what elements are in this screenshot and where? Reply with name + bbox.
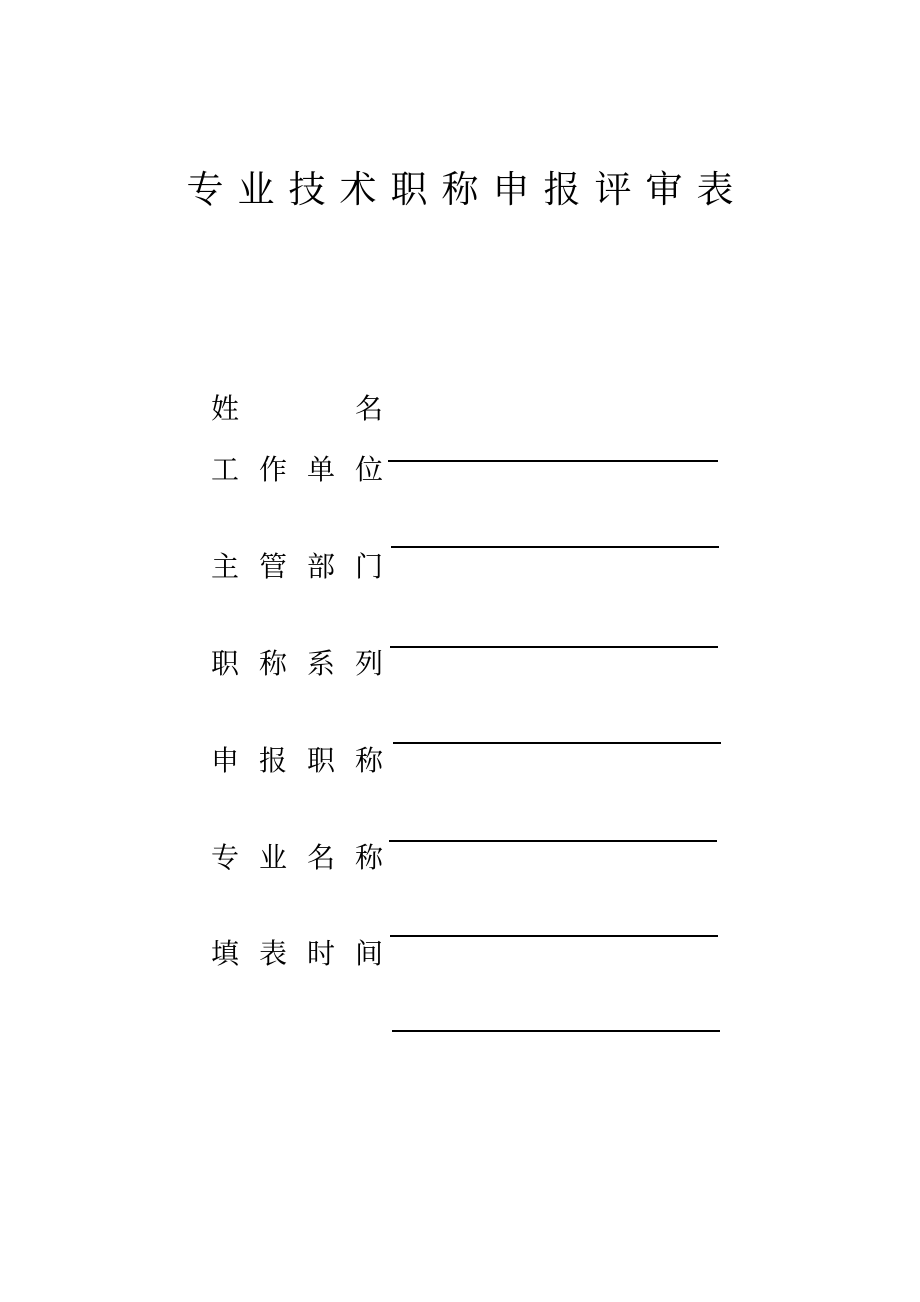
- label-char: 管: [258, 550, 287, 583]
- label-char: 称: [258, 647, 287, 680]
- label-char: 名: [354, 392, 383, 425]
- label-char: 时: [306, 937, 335, 970]
- label-char: 名: [306, 841, 335, 874]
- label-char: 姓: [211, 392, 240, 425]
- label-char: 业: [258, 841, 287, 874]
- label-char: 单: [306, 453, 335, 486]
- fill-date-underline[interactable]: [392, 1030, 720, 1032]
- label-char: 部: [306, 550, 335, 583]
- field-label-work-unit: [211, 452, 383, 488]
- field-label-name: [211, 391, 383, 427]
- field-label-title-series: [211, 646, 383, 682]
- title-series-underline[interactable]: [393, 742, 721, 744]
- field-label-specialty-name: [211, 840, 383, 876]
- field-label-supervising-dept: [211, 549, 383, 585]
- label-char: 工: [211, 453, 240, 486]
- label-char: 职: [306, 744, 335, 777]
- field-label-fill-date: [211, 936, 383, 972]
- label-char: 填: [211, 937, 240, 970]
- work-unit-underline[interactable]: [391, 546, 719, 548]
- supervising-dept-underline[interactable]: [390, 646, 718, 648]
- page-title: 专业技术职称申报评审表: [186, 168, 748, 211]
- label-char: 位: [354, 453, 383, 486]
- label-char: 主: [211, 550, 240, 583]
- label-char: 间: [354, 937, 383, 970]
- field-label-applied-title: [211, 743, 383, 779]
- applied-title-underline[interactable]: [389, 840, 717, 842]
- label-char: 门: [354, 550, 383, 583]
- label-char: 表: [258, 937, 287, 970]
- specialty-name-underline[interactable]: [390, 935, 718, 937]
- label-char: 称: [354, 841, 383, 874]
- label-char: 报: [258, 744, 287, 777]
- label-char: 职: [211, 647, 240, 680]
- label-char: 专: [211, 841, 240, 874]
- label-char: 作: [258, 453, 287, 486]
- label-char: 系: [306, 647, 335, 680]
- name-underline[interactable]: [388, 460, 718, 462]
- label-char: 称: [354, 744, 383, 777]
- label-char: 列: [354, 647, 383, 680]
- label-char: 申: [211, 744, 240, 777]
